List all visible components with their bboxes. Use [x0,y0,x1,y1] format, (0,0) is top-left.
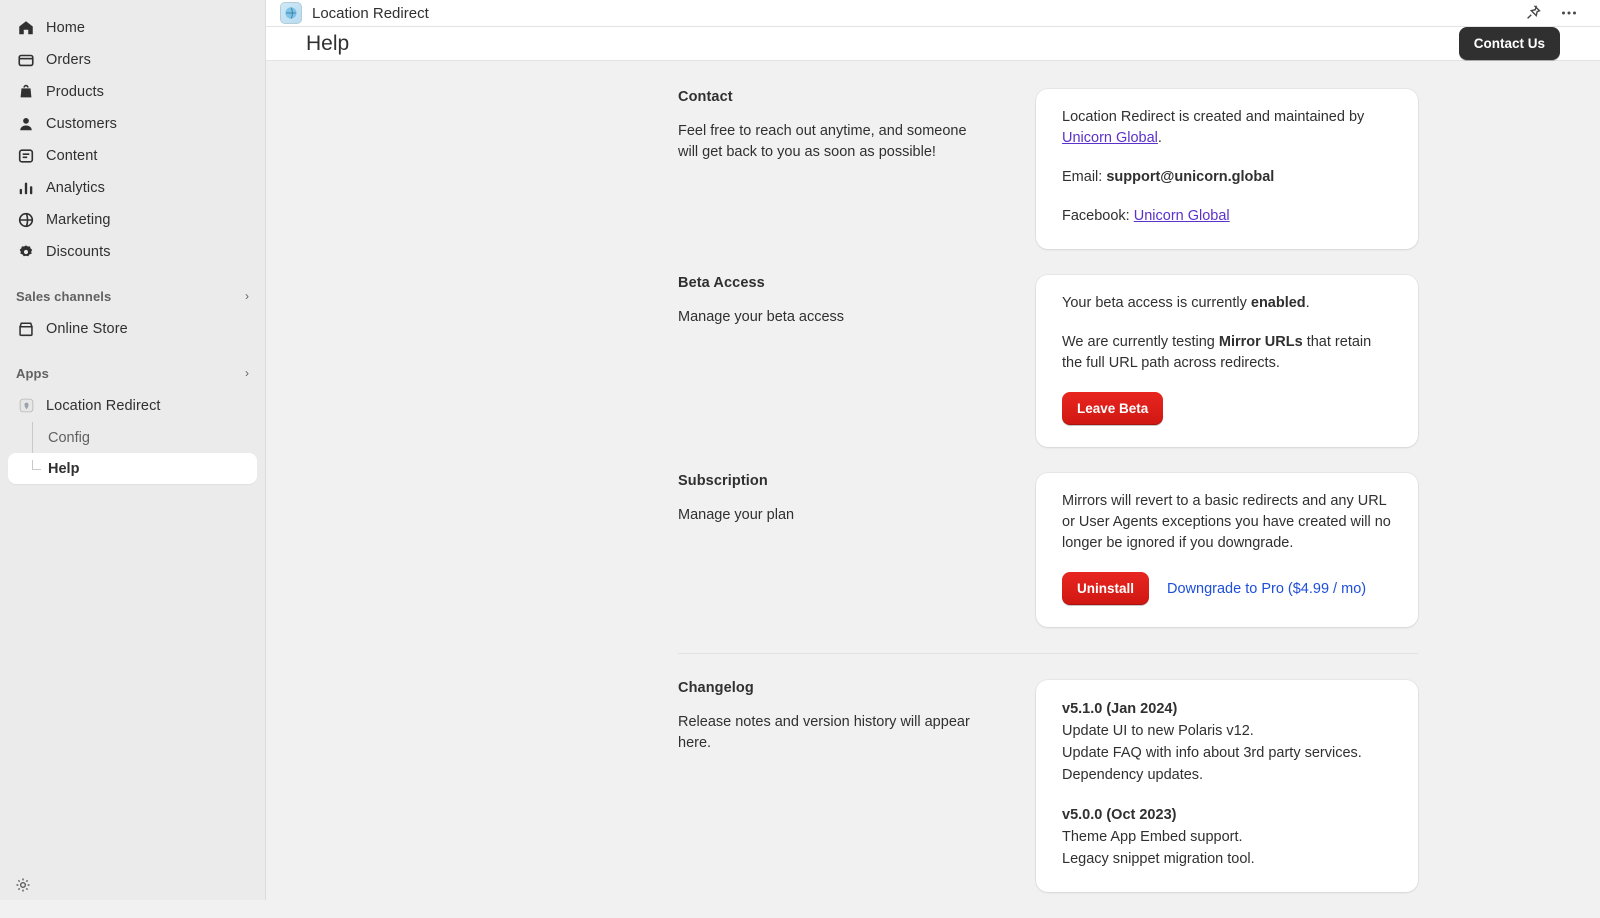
changelog-line: Update UI to new Polaris v12. [1062,723,1254,739]
home-icon [16,18,36,38]
section-subscription [266,473,1600,627]
email-value: support@unicorn.global [1106,169,1275,185]
downgrade-link[interactable]: Downgrade to Pro ($4.99 / mo) [1167,580,1367,597]
section-beta-info [678,275,1008,328]
beta-status-prefix: Your beta access is currently [1062,295,1251,311]
facebook-link[interactable]: Unicorn Global [1133,208,1230,224]
chevron-right-icon: › [245,289,249,303]
uninstall-button[interactable]: Uninstall [1062,572,1149,605]
sidebar-item-customers[interactable] [8,108,257,139]
section-contact-info [678,89,1008,163]
section-description: Feel free to reach out anytime, and someone will get back to you as soon as possible! [678,123,967,160]
sidebar-item-label: Marketing [46,211,111,228]
section-title: Changelog [678,680,754,696]
contact-us-button[interactable]: Contact Us [1459,27,1560,60]
maintainer-suffix: . [1157,130,1162,146]
beta-status-value: enabled [1250,295,1306,311]
sidebar-section-apps[interactable] [8,358,257,388]
email-label: Email: [1062,169,1107,185]
main-area [266,0,1600,900]
sidebar-item-marketing[interactable] [8,204,257,235]
subscription-body: Mirrors will revert to a basic redirects and any URL or User Agents exceptions you have created will no longer be ignored if you downgrade. [1062,493,1391,551]
facebook-label: Facebook: [1062,208,1134,224]
section-changelog [266,680,1600,892]
products-icon [16,82,36,102]
changelog-line: Dependency updates. [1062,767,1204,783]
changelog-entry [1062,698,1392,786]
contact-facebook-line [1062,206,1392,227]
subscription-card [1036,473,1418,627]
sidebar-item-label: Analytics [46,179,105,196]
analytics-icon [16,178,36,198]
sidebar-section-sales-channels[interactable] [8,281,257,311]
discounts-icon [16,242,36,262]
beta-testing-line [1062,332,1392,374]
chevron-right-icon: › [245,366,249,380]
store-icon [16,319,36,339]
sidebar-item-label: Products [46,83,105,100]
tree-elbow [32,469,41,470]
section-subscription-info [678,473,1008,526]
section-title: Contact [678,89,733,105]
sidebar-item-content[interactable] [8,140,257,171]
section-description: Manage your beta access [678,309,845,325]
sidebar-item-label: Online Store [46,320,128,337]
sidebar-item-discounts[interactable] [8,236,257,267]
sidebar-item-home[interactable] [8,12,257,43]
maintainer-prefix: Location Redirect is created and maintained by [1062,109,1365,125]
page-header [266,27,1600,61]
settings-gear-icon[interactable] [14,876,32,894]
section-description: Manage your plan [678,507,795,523]
section-title: Subscription [678,473,768,489]
contact-maintainer-line [1062,107,1392,149]
mirror-urls-term: Mirror URLs [1218,334,1303,350]
beta-status-line [1062,293,1392,314]
sidebar-item-label: Content [46,147,98,164]
changelog-version: v5.0.0 (Oct 2023) [1062,807,1177,823]
sidebar-item-label: Location Redirect [46,397,161,414]
app-icon [16,396,36,416]
changelog-card [1036,680,1418,892]
pin-icon[interactable] [1520,0,1546,26]
changelog-entry [1062,804,1392,870]
sidebar-item-label: Home [46,19,86,36]
section-beta-access [266,275,1600,447]
section-changelog-info [678,680,1008,754]
sidebar-item-orders[interactable] [8,44,257,75]
section-description: Release notes and version history will appear here. [678,714,970,751]
beta-card [1036,275,1418,447]
beta-status-suffix: . [1305,295,1310,311]
sidebar [0,0,266,900]
sidebar-item-location-redirect[interactable] [8,390,257,421]
sidebar-item-label: Config [48,429,90,446]
sidebar-subtree [8,422,257,484]
changelog-line: Update FAQ with info about 3rd party services. [1062,745,1362,761]
changelog-line: Legacy snippet migration tool. [1062,851,1255,867]
sidebar-item-products[interactable] [8,76,257,107]
marketing-icon [16,210,36,230]
leave-beta-button[interactable]: Leave Beta [1062,392,1163,425]
changelog-version: v5.1.0 (Jan 2024) [1062,701,1178,717]
section-title: Apps [16,365,49,381]
unicorn-global-link[interactable]: Unicorn Global [1062,130,1158,146]
page-content [266,61,1600,918]
section-divider [678,653,1418,654]
sidebar-item-label: Orders [46,51,91,68]
ellipsis-icon[interactable] [1556,0,1582,26]
sidebar-item-analytics[interactable] [8,172,257,203]
changelog-line: Theme App Embed support. [1062,829,1243,845]
page-title: Help [306,31,350,55]
sidebar-item-help[interactable] [8,453,257,484]
sidebar-item-config[interactable] [8,422,257,453]
customers-icon [16,114,36,134]
sidebar-item-label: Help [48,460,80,477]
testing-prefix: We are currently testing [1062,334,1219,350]
contact-card [1036,89,1418,249]
section-title: Sales channels [16,288,112,304]
app-logo-icon [280,2,302,24]
testing-suffix: that retain the full URL path across redirects. [1062,334,1372,371]
section-contact [266,89,1600,249]
section-title: Beta Access [678,275,765,291]
app-topbar [266,0,1600,27]
sidebar-item-label: Customers [46,115,117,132]
content-icon [16,146,36,166]
sidebar-item-online-store[interactable] [8,313,257,344]
subscription-actions [1062,572,1392,605]
orders-icon [16,50,36,70]
sidebar-item-label: Discounts [46,243,111,260]
app-title: Location Redirect [312,4,429,22]
contact-email-line [1062,167,1392,188]
